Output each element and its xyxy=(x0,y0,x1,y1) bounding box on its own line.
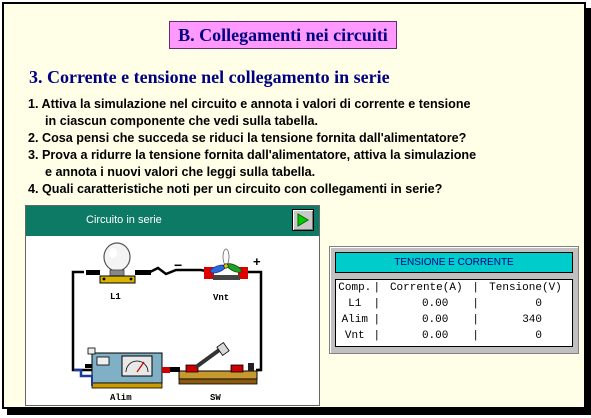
cell-tensione: 0 xyxy=(535,298,542,310)
values-table xyxy=(336,280,572,344)
table-title: TENSIONE E CORRENTE xyxy=(335,252,573,273)
section-heading: 3. Corrente e tensione nel collegamento in serie xyxy=(29,67,390,87)
instruction-line: in ciascun componente che vedi sulla tabella. xyxy=(45,114,318,128)
current-voltage-table-panel xyxy=(329,246,579,354)
instructions-list xyxy=(28,96,476,198)
header-corrente: Corrente(A) xyxy=(389,282,463,294)
cell-comp: Vnt xyxy=(344,330,365,342)
instruction-line: 2. Cosa pensi che succeda se riduci la tensione fornita dall'alimentatore? xyxy=(28,131,467,145)
table-header-row: Comp. | Corrente(A) | Tensione(V) xyxy=(336,280,572,296)
cell-comp: Alim xyxy=(341,314,368,326)
power-supply-alim[interactable] xyxy=(74,348,170,388)
cell-corrente: 0.00 xyxy=(421,298,449,310)
circuit-diagram xyxy=(26,236,319,405)
switch-label: SW xyxy=(210,393,221,403)
cell-corrente: 0.00 xyxy=(421,330,449,342)
table-row: Alim | 0.00 | 340 xyxy=(336,312,572,328)
fan-label: Vnt xyxy=(213,293,230,303)
cell-comp: L1 xyxy=(348,298,362,310)
title-box xyxy=(169,21,397,49)
lamp-l1[interactable] xyxy=(86,243,151,283)
play-button[interactable] xyxy=(292,209,314,231)
instruction-line: 3. Prova a ridurre la tensione fornita dall'alimentatore, attiva la simulazione xyxy=(28,148,477,162)
instruction-line: 1. Attiva la simulazione nel circuito e annota i valori di corrente e tensione xyxy=(28,97,471,111)
simulation-title: Circuito in serie xyxy=(86,214,162,226)
cell-tensione: 340 xyxy=(522,314,542,326)
cell-tensione: 0 xyxy=(535,330,542,342)
table-row: L1 | 0.00 | 0 xyxy=(336,296,572,312)
switch-sw[interactable] xyxy=(170,343,257,384)
header-tensione: Tensione(V) xyxy=(489,282,562,294)
minus-sign: − xyxy=(174,257,183,273)
slide-title: B. Collegamenti nei circuiti xyxy=(178,25,388,45)
simulation-header xyxy=(26,206,319,236)
plus-sign: + xyxy=(253,254,261,269)
lamp-label: L1 xyxy=(110,292,121,302)
instruction-line: 4. Quali caratteristiche noti per un circuito con collegamenti in serie? xyxy=(28,182,443,196)
table-row: Vnt | 0.00 | 0 xyxy=(336,328,572,344)
supply-label: Alim xyxy=(110,393,132,403)
circuit-simulation-panel xyxy=(25,205,320,406)
instruction-line: e annota i nuovi valori che leggi sulla tabella. xyxy=(45,165,316,179)
cell-corrente: 0.00 xyxy=(421,314,449,326)
slide-frame xyxy=(2,2,586,409)
table-body xyxy=(335,279,573,347)
play-icon xyxy=(297,213,309,227)
fan-vnt[interactable] xyxy=(204,249,248,280)
header-comp: Comp. xyxy=(338,282,372,294)
